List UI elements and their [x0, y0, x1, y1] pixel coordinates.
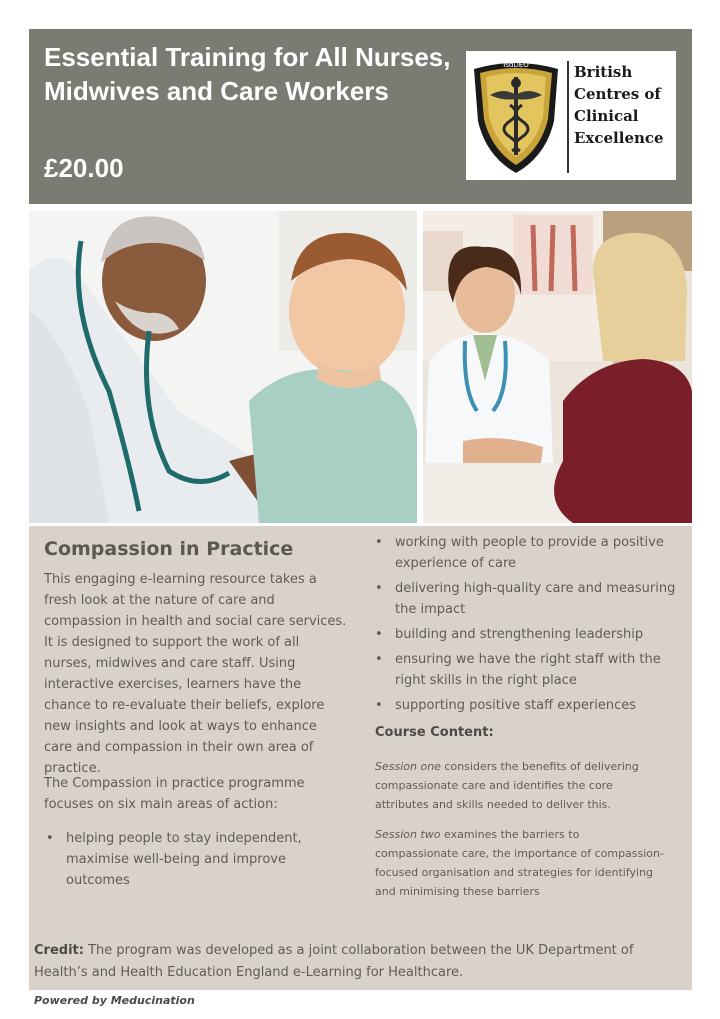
header-banner — [29, 29, 692, 204]
logo-line: British — [574, 63, 633, 81]
list-item: • supporting positive staff experiences — [373, 695, 678, 716]
course-content-label: Course Content: — [375, 725, 494, 740]
credit-label: Credit: — [34, 943, 84, 958]
price: £20.00 — [44, 153, 124, 183]
list-item: • ensuring we have the right staff with the right skills in the right place — [373, 649, 678, 691]
session-two — [375, 825, 665, 901]
bullet-list-right — [373, 532, 678, 716]
credit-text: The program was developed as a joint collaboration between the UK Department of Health’s and Health Education England e-Learning for Healthcare. — [34, 943, 634, 980]
logo-line: Excellence — [574, 129, 664, 147]
session-one-text: considers the benefits of delivering compassionate care and identifies the core attributes and skills needed to deliver this. — [375, 760, 639, 811]
session-one — [375, 757, 665, 814]
list-item: • delivering high-quality care and measuring the impact — [373, 578, 678, 620]
page-title: Essential Training for All Nurses, Midwives and Care Workers — [44, 42, 451, 106]
content-panel — [29, 526, 692, 990]
programme-paragraph: The Compassion in practice programme focuses on six main areas of action: — [44, 776, 305, 812]
intro-paragraph: This engaging e-learning resource takes a fresh look at the nature of care and compassion in health and social care services. It is designed to support the work of all nurses, midwives and care staff. Using interactive exercises, learners have the chance to re-evaluate their beliefs, explore new insights and look at ways to enhance care and compassion in their own area of practice. — [44, 572, 347, 776]
logo-badge-text: IsdDEO — [503, 61, 529, 69]
bullet-list-left — [44, 828, 334, 891]
credit-note — [34, 940, 689, 984]
logo-line: Centres of — [574, 85, 661, 103]
powered-by: Powered by Meducination — [34, 994, 195, 1007]
session-two-label: Session two — [375, 828, 441, 841]
list-item: • building and strengthening leadership — [373, 624, 678, 645]
shield-emblem-icon — [466, 51, 566, 180]
bcce-logo — [466, 51, 676, 180]
list-item: • working with people to provide a positive experience of care — [373, 532, 678, 574]
session-two-text: examines the barriers to compassionate care, the importance of compassion-focused organisation and strategies for identifying and minimising these barriers — [375, 828, 664, 898]
list-item: • helping people to stay independent, maximise well-being and improve outcomes — [44, 828, 334, 891]
photo-consultation — [423, 211, 692, 523]
session-one-label: Session one — [375, 760, 441, 773]
logo-line: Clinical — [574, 107, 639, 125]
logo-wordmark — [574, 61, 674, 149]
logo-divider — [567, 61, 569, 173]
photo-doctor-child — [29, 211, 417, 523]
section-heading: Compassion in Practice — [44, 538, 294, 560]
